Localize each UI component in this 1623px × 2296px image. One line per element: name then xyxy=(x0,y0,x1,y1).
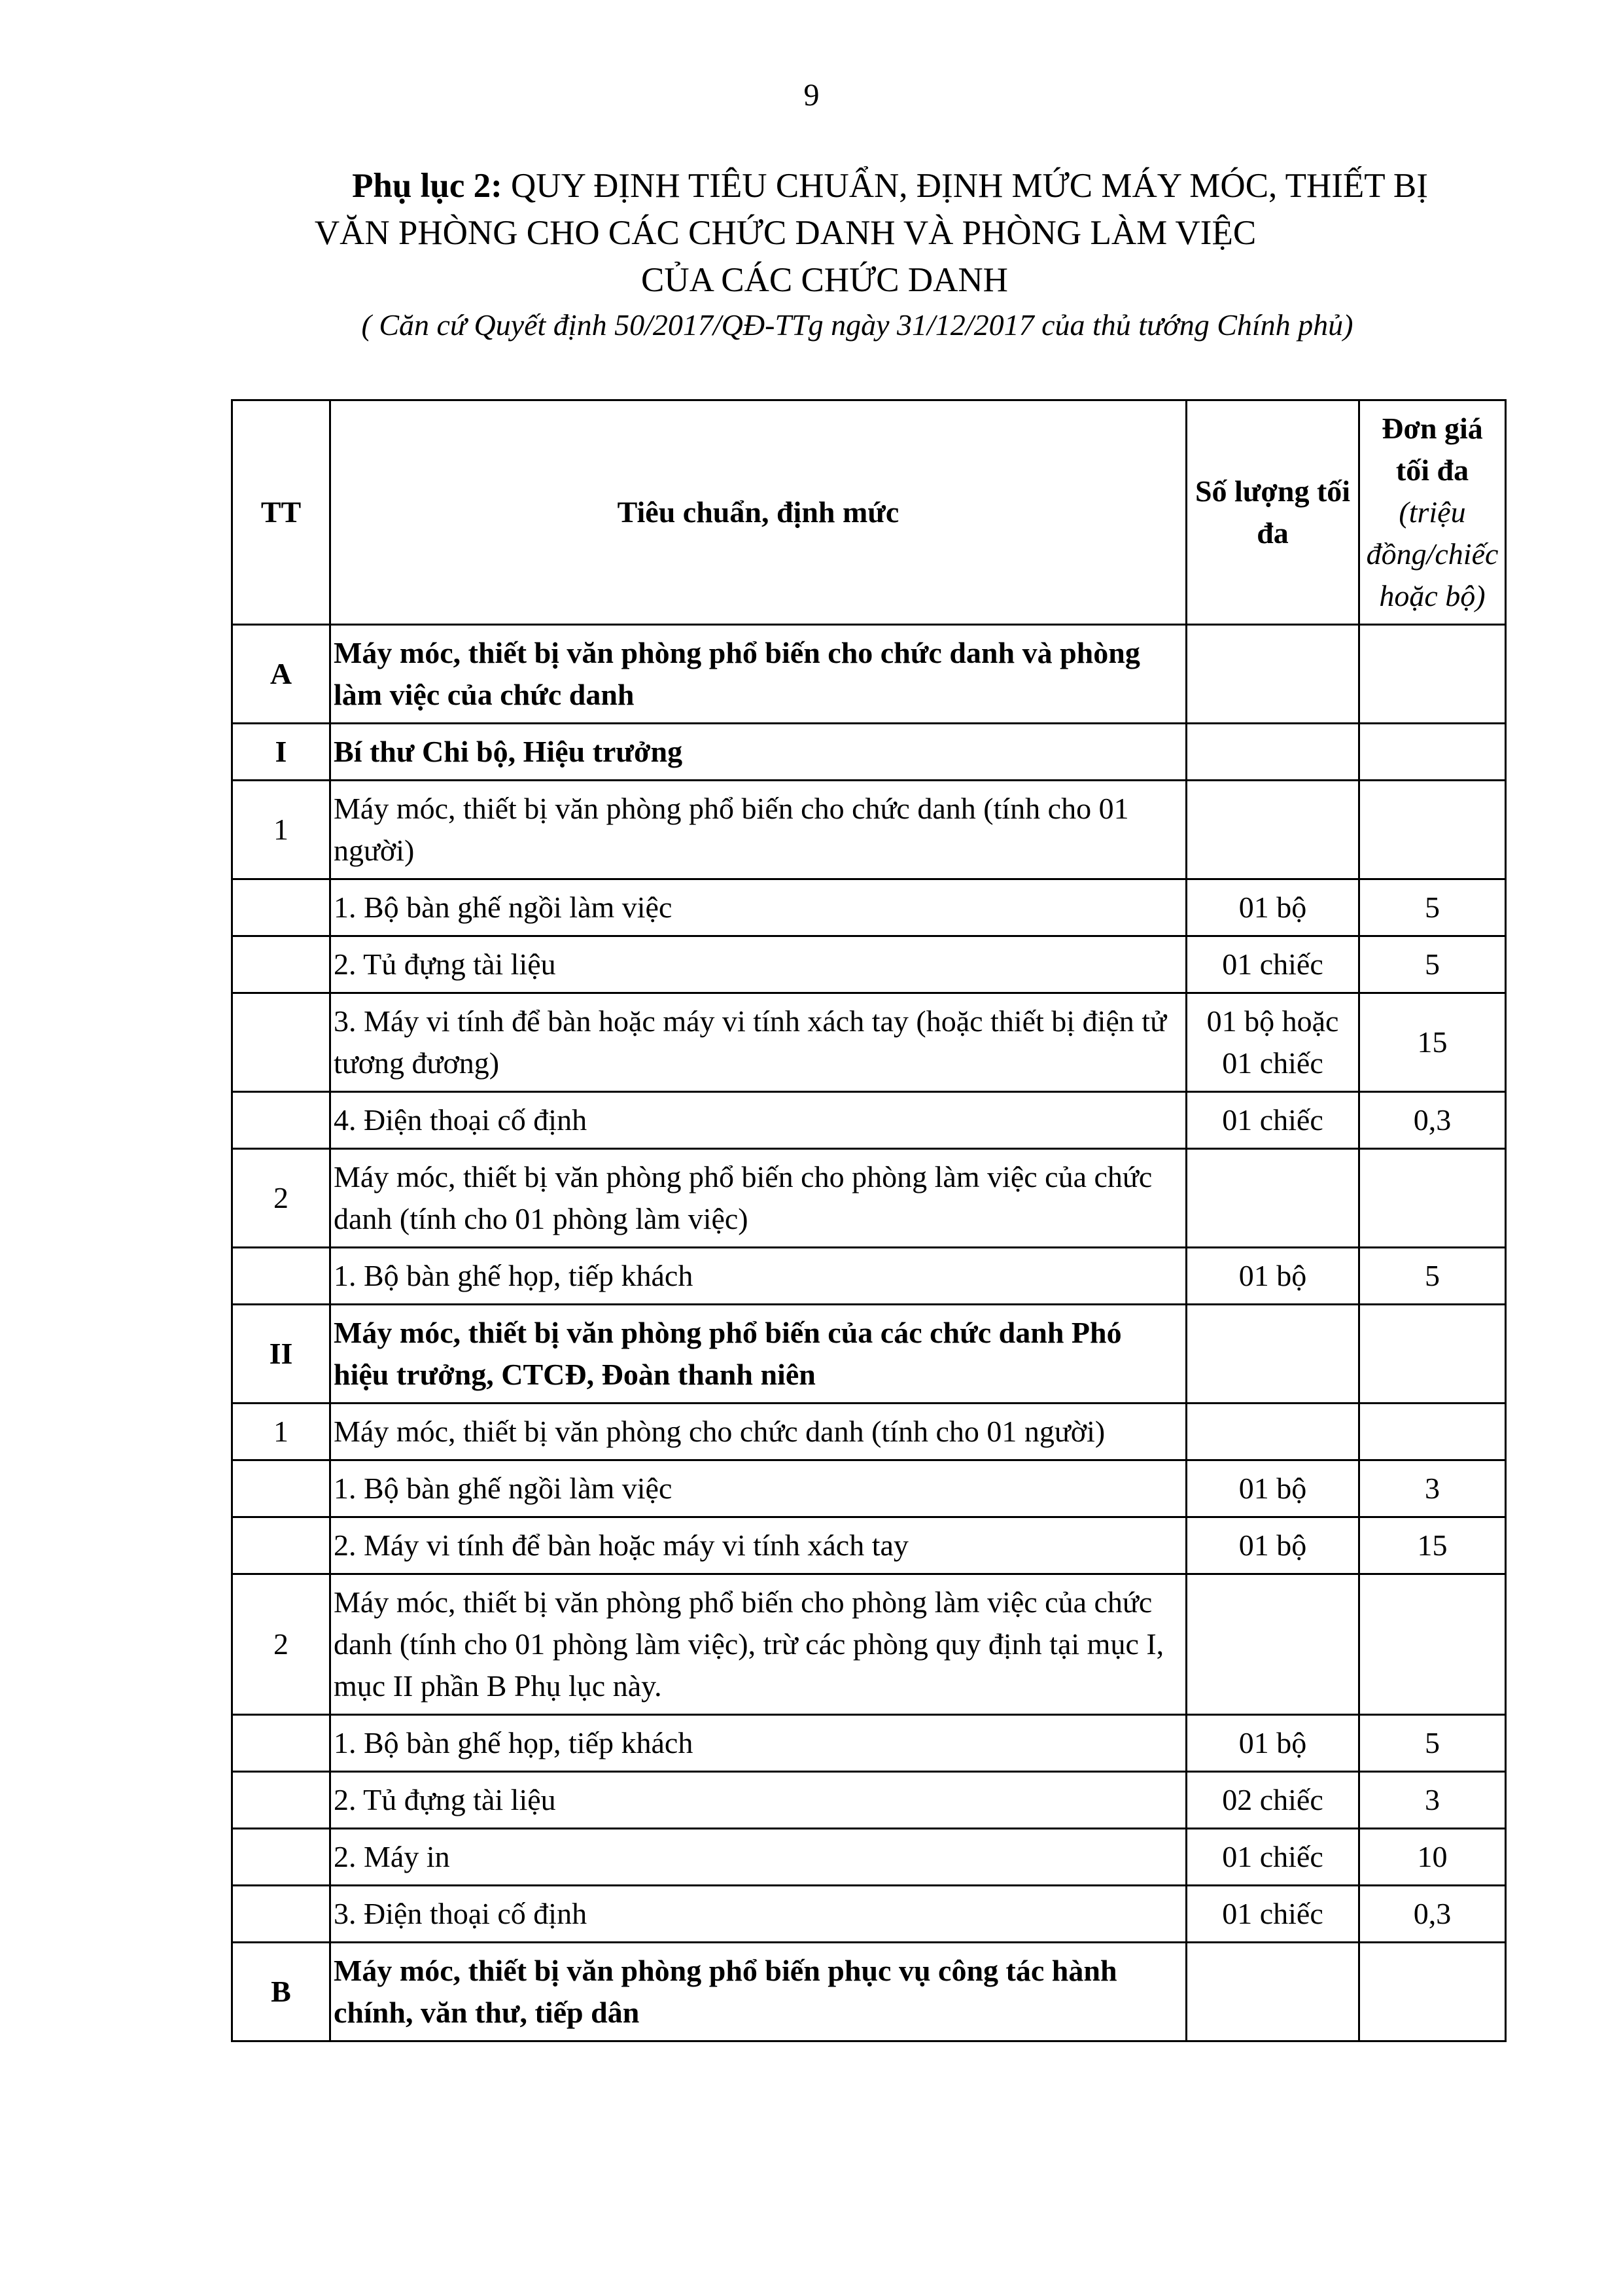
row-quantity-cell: 02 chiếc xyxy=(1187,1772,1359,1829)
equipment-standards-table xyxy=(231,399,1507,2042)
row-price-cell: 5 xyxy=(1359,1715,1506,1772)
table-header-row xyxy=(232,400,1506,625)
row-tt-cell: 2 xyxy=(232,1574,330,1715)
table-row xyxy=(232,1092,1506,1149)
row-quantity-cell: 01 bộ xyxy=(1187,1715,1359,1772)
row-standard-cell: 1. Bộ bàn ghế ngồi làm việc xyxy=(330,879,1187,936)
row-tt-cell: 1 xyxy=(232,1404,330,1460)
table-row xyxy=(232,724,1506,781)
table-row xyxy=(232,1517,1506,1574)
row-price-cell: 3 xyxy=(1359,1460,1506,1517)
table-row xyxy=(232,1715,1506,1772)
row-quantity-cell xyxy=(1187,781,1359,879)
table-row xyxy=(232,1149,1506,1248)
row-tt-cell xyxy=(232,1886,330,1943)
page-number: 9 xyxy=(803,78,820,113)
row-quantity-cell: 01 chiếc xyxy=(1187,936,1359,993)
row-tt-cell xyxy=(232,936,330,993)
row-quantity-cell xyxy=(1187,724,1359,781)
row-standard-cell: 2. Máy vi tính để bàn hoặc máy vi tính xách tay xyxy=(330,1517,1187,1574)
row-quantity-cell xyxy=(1187,1149,1359,1248)
row-quantity-cell xyxy=(1187,625,1359,724)
row-tt-cell: 1 xyxy=(232,781,330,879)
row-tt-cell xyxy=(232,1715,330,1772)
row-standard-cell: 2. Tủ đựng tài liệu xyxy=(330,1772,1187,1829)
row-tt-cell xyxy=(232,1092,330,1149)
row-quantity-cell xyxy=(1187,1305,1359,1404)
table-row xyxy=(232,1943,1506,2041)
row-price-cell xyxy=(1359,1404,1506,1460)
row-quantity-cell: 01 bộ xyxy=(1187,1248,1359,1305)
row-tt-cell: 2 xyxy=(232,1149,330,1248)
table-row xyxy=(232,1404,1506,1460)
row-quantity-cell: 01 bộ xyxy=(1187,1517,1359,1574)
row-quantity-cell: 01 chiếc xyxy=(1187,1886,1359,1943)
header-quantity: Số lượng tối đa xyxy=(1187,400,1359,625)
row-tt-cell: A xyxy=(232,625,330,724)
header-tt: TT xyxy=(232,400,330,625)
row-standard-cell: 3. Máy vi tính để bàn hoặc máy vi tính xách tay (hoặc thiết bị điện tử tương đương) xyxy=(330,993,1187,1092)
table-row xyxy=(232,1574,1506,1715)
table-row xyxy=(232,1460,1506,1517)
row-standard-cell: 1. Bộ bàn ghế ngồi làm việc xyxy=(330,1460,1187,1517)
table-row xyxy=(232,993,1506,1092)
row-standard-cell: 1. Bộ bàn ghế họp, tiếp khách xyxy=(330,1715,1187,1772)
header-standard: Tiêu chuẩn, định mức xyxy=(330,400,1187,625)
row-quantity-cell xyxy=(1187,1943,1359,2041)
row-price-cell xyxy=(1359,1305,1506,1404)
table-row xyxy=(232,1772,1506,1829)
row-standard-cell: 2. Tủ đựng tài liệu xyxy=(330,936,1187,993)
row-quantity-cell: 01 bộ xyxy=(1187,879,1359,936)
row-price-cell: 3 xyxy=(1359,1772,1506,1829)
row-price-cell xyxy=(1359,625,1506,724)
row-price-cell: 0,3 xyxy=(1359,1092,1506,1149)
row-standard-cell: Máy móc, thiết bị văn phòng phổ biến cho phòng làm việc của chức danh (tính cho 01 phòng làm việc) xyxy=(330,1149,1187,1248)
row-price-cell: 5 xyxy=(1359,1248,1506,1305)
table-body xyxy=(232,625,1506,2041)
title-line-3: CỦA CÁC CHỨC DANH xyxy=(641,261,1008,299)
row-quantity-cell: 01 chiếc xyxy=(1187,1092,1359,1149)
row-tt-cell xyxy=(232,993,330,1092)
table-row xyxy=(232,1886,1506,1943)
row-quantity-cell: 01 chiếc xyxy=(1187,1829,1359,1886)
table-row xyxy=(232,1305,1506,1404)
row-standard-cell: Máy móc, thiết bị văn phòng phổ biến của các chức danh Phó hiệu trưởng, CTCĐ, Đoàn thanh niên xyxy=(330,1305,1187,1404)
header-price-label: Đơn giá tối đa xyxy=(1382,412,1483,487)
table-row xyxy=(232,781,1506,879)
row-price-cell xyxy=(1359,1149,1506,1248)
title-line-1 xyxy=(79,162,1623,209)
row-tt-cell xyxy=(232,1248,330,1305)
row-standard-cell: Máy móc, thiết bị văn phòng cho chức danh (tính cho 01 người) xyxy=(330,1404,1187,1460)
row-tt-cell: II xyxy=(232,1305,330,1404)
row-tt-cell xyxy=(232,1460,330,1517)
row-tt-cell: I xyxy=(232,724,330,781)
header-price xyxy=(1359,400,1506,625)
legal-basis-note: ( Căn cứ Quyết định 50/2017/QĐ-TTg ngày 31/12/2017 của thủ tướng Chính phủ) xyxy=(361,308,1353,342)
row-standard-cell: 2. Máy in xyxy=(330,1829,1187,1886)
row-price-cell: 10 xyxy=(1359,1829,1506,1886)
row-standard-cell: Máy móc, thiết bị văn phòng phổ biến cho chức danh (tính cho 01 người) xyxy=(330,781,1187,879)
row-tt-cell xyxy=(232,879,330,936)
row-quantity-cell xyxy=(1187,1574,1359,1715)
row-price-cell: 0,3 xyxy=(1359,1886,1506,1943)
row-price-cell: 5 xyxy=(1359,936,1506,993)
row-tt-cell xyxy=(232,1517,330,1574)
row-quantity-cell: 01 bộ xyxy=(1187,1460,1359,1517)
table-row xyxy=(232,879,1506,936)
row-standard-cell: Máy móc, thiết bị văn phòng phổ biến phục vụ công tác hành chính, văn thư, tiếp dân xyxy=(330,1943,1187,2041)
header-price-unit: (triệu đồng/chiếc hoặc bộ) xyxy=(1366,495,1499,612)
table-row xyxy=(232,1248,1506,1305)
row-tt-cell xyxy=(232,1829,330,1886)
row-quantity-cell: 01 bộ hoặc 01 chiếc xyxy=(1187,993,1359,1092)
row-price-cell xyxy=(1359,1943,1506,2041)
row-price-cell xyxy=(1359,781,1506,879)
appendix-label: Phụ lục 2: xyxy=(352,167,502,205)
row-price-cell: 15 xyxy=(1359,993,1506,1092)
row-standard-cell: 1. Bộ bàn ghế họp, tiếp khách xyxy=(330,1248,1187,1305)
row-quantity-cell xyxy=(1187,1404,1359,1460)
row-tt-cell xyxy=(232,1772,330,1829)
title-line-2: VĂN PHÒNG CHO CÁC CHỨC DANH VÀ PHÒNG LÀM VIỆC xyxy=(314,214,1257,252)
row-price-cell xyxy=(1359,1574,1506,1715)
table-row xyxy=(232,625,1506,724)
row-standard-cell: Máy móc, thiết bị văn phòng phổ biến cho phòng làm việc của chức danh (tính cho 01 phòng làm việc), trừ các phòng quy định tại mục I, mục II phần B Phụ lục này. xyxy=(330,1574,1187,1715)
row-standard-cell: 4. Điện thoại cố định xyxy=(330,1092,1187,1149)
row-standard-cell: Máy móc, thiết bị văn phòng phổ biến cho chức danh và phòng làm việc của chức danh xyxy=(330,625,1187,724)
table-row xyxy=(232,936,1506,993)
row-price-cell: 15 xyxy=(1359,1517,1506,1574)
table-row xyxy=(232,1829,1506,1886)
title-line-1-text: QUY ĐỊNH TIÊU CHUẨN, ĐỊNH MỨC MÁY MÓC, THIẾT BỊ xyxy=(511,167,1428,205)
row-price-cell: 5 xyxy=(1359,879,1506,936)
row-standard-cell: Bí thư Chi bộ, Hiệu trưởng xyxy=(330,724,1187,781)
row-price-cell xyxy=(1359,724,1506,781)
row-standard-cell: 3. Điện thoại cố định xyxy=(330,1886,1187,1943)
row-tt-cell: B xyxy=(232,1943,330,2041)
